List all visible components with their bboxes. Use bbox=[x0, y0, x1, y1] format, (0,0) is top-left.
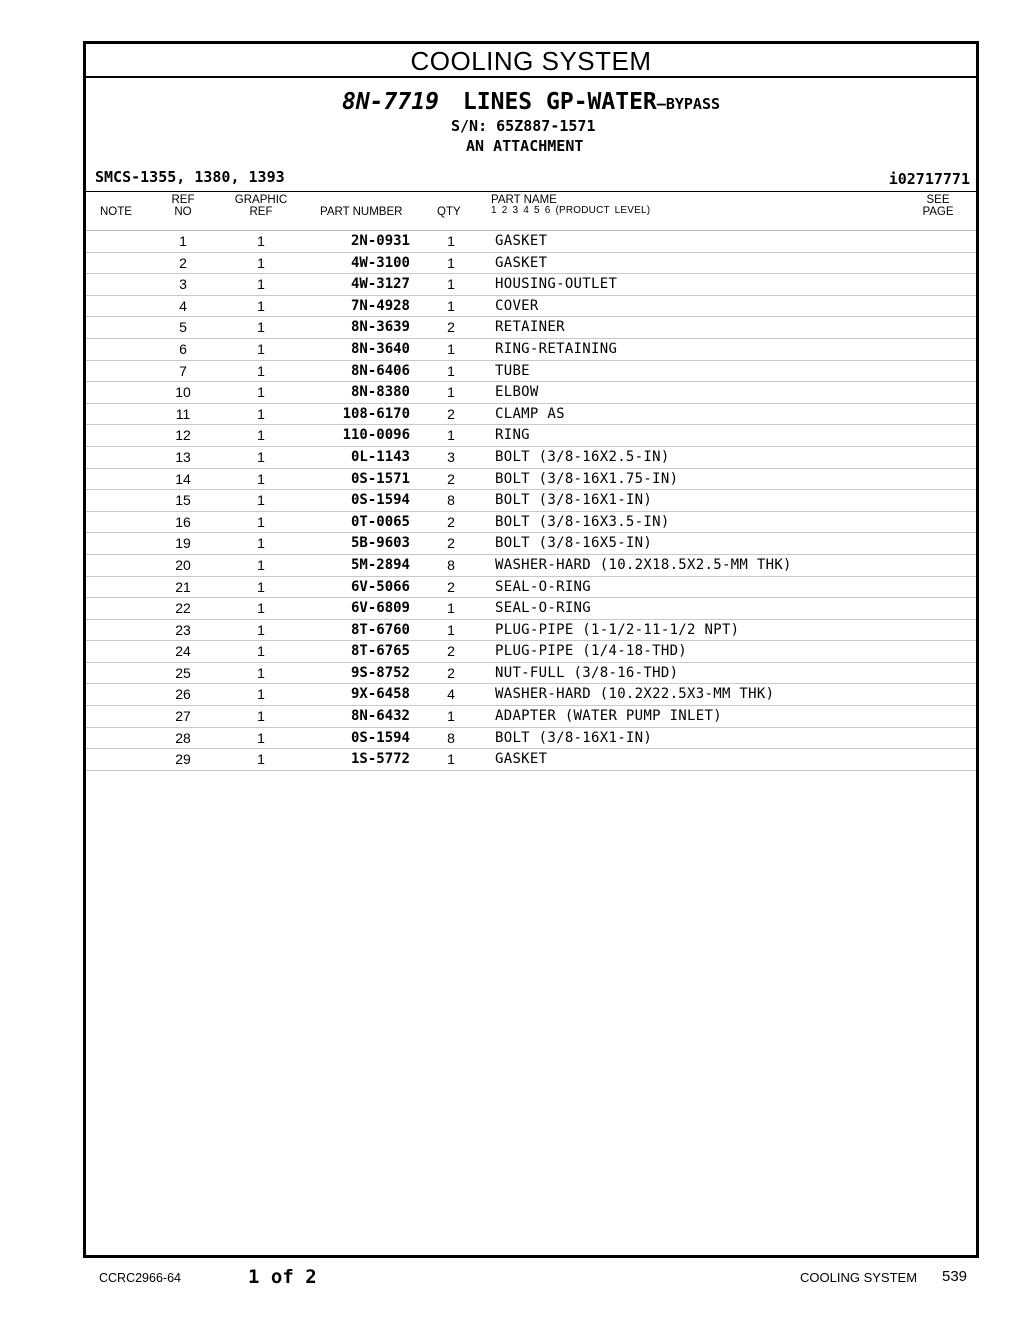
part-number: 8N-8380 bbox=[350, 384, 410, 401]
col-product-levels: 1 2 3 4 5 6 (PRODUCT LEVEL) bbox=[491, 205, 651, 216]
table-row bbox=[86, 361, 976, 383]
graphic-ref: 1 bbox=[257, 578, 265, 595]
table-row bbox=[86, 706, 976, 728]
ref-number: 23 bbox=[175, 621, 191, 638]
graphic-ref: 1 bbox=[257, 276, 265, 293]
ref-number: 16 bbox=[175, 513, 191, 530]
graphic-ref: 1 bbox=[257, 297, 265, 314]
table-row bbox=[86, 382, 976, 404]
ref-number: 21 bbox=[175, 578, 191, 595]
part-name: BOLT (3/8-16X1-IN) bbox=[495, 729, 653, 746]
part-number: 0S-1571 bbox=[350, 470, 410, 487]
quantity: 1 bbox=[447, 621, 455, 638]
footer-page-of: 1 of 2 bbox=[248, 1266, 317, 1288]
quantity: 1 bbox=[447, 751, 455, 768]
ref-number: 26 bbox=[175, 686, 191, 703]
quantity: 1 bbox=[447, 600, 455, 617]
serial-number: S/N: 65Z887-1571 bbox=[451, 117, 596, 135]
quantity: 1 bbox=[447, 362, 455, 379]
attachment-label: AN ATTACHMENT bbox=[466, 137, 584, 155]
group-title-line bbox=[86, 89, 976, 115]
part-number: 5M-2894 bbox=[350, 556, 410, 573]
quantity: 2 bbox=[447, 405, 455, 422]
quantity: 2 bbox=[447, 319, 455, 336]
table-row bbox=[86, 274, 976, 296]
graphic-ref: 1 bbox=[257, 643, 265, 660]
col-qty: QTY bbox=[437, 206, 461, 218]
part-number: 4W-3127 bbox=[350, 276, 410, 293]
ref-number: 15 bbox=[175, 492, 191, 509]
col-part-name: PART NAME bbox=[491, 194, 557, 206]
quantity: 8 bbox=[447, 556, 455, 573]
part-name: SEAL-O-RING bbox=[495, 578, 592, 595]
ref-number: 6 bbox=[179, 340, 187, 357]
quantity: 8 bbox=[447, 492, 455, 509]
graphic-ref: 1 bbox=[257, 427, 265, 444]
table-row bbox=[86, 253, 976, 275]
quantity: 1 bbox=[447, 708, 455, 725]
part-number: 5B-9603 bbox=[350, 535, 410, 552]
illustration-id: i02717771 bbox=[888, 170, 970, 188]
group-number: 8N-7719 bbox=[341, 89, 439, 115]
table-row bbox=[86, 339, 976, 361]
part-number: 6V-6809 bbox=[350, 600, 410, 617]
part-number: 7N-4928 bbox=[350, 297, 410, 314]
part-name: WASHER-HARD (10.2X22.5X3-MM THK) bbox=[495, 686, 775, 703]
quantity: 1 bbox=[447, 233, 455, 249]
graphic-ref: 1 bbox=[257, 556, 265, 573]
ref-number: 22 bbox=[175, 600, 191, 617]
part-name: NUT-FULL (3/8-16-THD) bbox=[495, 664, 679, 681]
part-number: 110-0096 bbox=[342, 427, 410, 444]
graphic-ref: 1 bbox=[257, 621, 265, 638]
table-row bbox=[86, 231, 976, 253]
part-name: BOLT (3/8-16X1.75-IN) bbox=[495, 470, 679, 487]
quantity: 1 bbox=[447, 340, 455, 357]
part-number: 0L-1143 bbox=[350, 448, 410, 465]
part-number: 4W-3100 bbox=[350, 254, 410, 271]
part-number: 9S-8752 bbox=[350, 664, 410, 681]
graphic-ref: 1 bbox=[257, 362, 265, 379]
ref-number: 12 bbox=[175, 427, 191, 444]
quantity: 1 bbox=[447, 276, 455, 293]
quantity: 1 bbox=[447, 427, 455, 444]
table-row bbox=[86, 317, 976, 339]
part-number: 8T-6765 bbox=[350, 643, 410, 660]
ref-number: 27 bbox=[175, 708, 191, 725]
part-number: 0S-1594 bbox=[350, 729, 410, 746]
part-name: HOUSING-OUTLET bbox=[495, 276, 618, 293]
col-ref-top: REF bbox=[171, 194, 195, 206]
col-part-number: PART NUMBER bbox=[320, 206, 403, 218]
graphic-ref: 1 bbox=[257, 664, 265, 681]
ref-number: 29 bbox=[175, 751, 191, 768]
part-name: GASKET bbox=[495, 751, 548, 768]
table-row bbox=[86, 533, 976, 555]
graphic-ref: 1 bbox=[257, 470, 265, 487]
ref-number: 13 bbox=[175, 448, 191, 465]
quantity: 1 bbox=[447, 384, 455, 401]
part-number: 8N-3640 bbox=[350, 340, 410, 357]
part-name: PLUG-PIPE (1-1/2-11-1/2 NPT) bbox=[495, 621, 740, 638]
table-row bbox=[86, 620, 976, 642]
table-row bbox=[86, 598, 976, 620]
part-name: TUBE bbox=[495, 362, 530, 379]
graphic-ref: 1 bbox=[257, 340, 265, 357]
graphic-ref: 1 bbox=[257, 708, 265, 725]
part-name: BOLT (3/8-16X1-IN) bbox=[495, 492, 653, 509]
table-row bbox=[86, 728, 976, 750]
graphic-ref: 1 bbox=[257, 405, 265, 422]
graphic-ref: 1 bbox=[257, 686, 265, 703]
part-number: 8N-3639 bbox=[350, 319, 410, 336]
part-number: 6V-5066 bbox=[350, 578, 410, 595]
part-name: BOLT (3/8-16X5-IN) bbox=[495, 535, 653, 552]
group-name: LINES GP-WATER bbox=[462, 89, 657, 115]
graphic-ref: 1 bbox=[257, 535, 265, 552]
col-note: NOTE bbox=[100, 206, 132, 218]
group-suffix: —BYPASS bbox=[656, 95, 721, 113]
ref-number: 1 bbox=[179, 233, 187, 249]
ref-number: 7 bbox=[179, 362, 187, 379]
part-name: SEAL-O-RING bbox=[495, 600, 592, 617]
part-name: WASHER-HARD (10.2X18.5X2.5-MM THK) bbox=[495, 556, 792, 573]
ref-number: 28 bbox=[175, 729, 191, 746]
quantity: 3 bbox=[447, 448, 455, 465]
part-number: 2N-0931 bbox=[350, 233, 410, 249]
quantity: 2 bbox=[447, 470, 455, 487]
part-name: ELBOW bbox=[495, 384, 539, 401]
table-row bbox=[86, 641, 976, 663]
table-row bbox=[86, 555, 976, 577]
quantity: 1 bbox=[447, 297, 455, 314]
ref-number: 3 bbox=[179, 276, 187, 293]
quantity: 2 bbox=[447, 664, 455, 681]
ref-number: 10 bbox=[175, 384, 191, 401]
quantity: 2 bbox=[447, 578, 455, 595]
part-name: BOLT (3/8-16X2.5-IN) bbox=[495, 448, 670, 465]
quantity: 1 bbox=[447, 254, 455, 271]
ref-number: 11 bbox=[175, 405, 191, 422]
part-number: 1S-5772 bbox=[350, 751, 410, 768]
col-see-top: SEE bbox=[926, 194, 950, 206]
part-number: 8N-6432 bbox=[350, 708, 410, 725]
part-name: RING bbox=[495, 427, 530, 444]
table-row bbox=[86, 404, 976, 426]
quantity: 8 bbox=[447, 729, 455, 746]
table-row bbox=[86, 577, 976, 599]
table-row bbox=[86, 684, 976, 706]
ref-number: 24 bbox=[175, 643, 191, 660]
graphic-ref: 1 bbox=[257, 492, 265, 509]
part-name: RETAINER bbox=[495, 319, 565, 336]
part-number: 8N-6406 bbox=[350, 362, 410, 379]
parts-table-body bbox=[86, 231, 976, 771]
ref-number: 25 bbox=[175, 664, 191, 681]
quantity: 4 bbox=[447, 686, 455, 703]
graphic-ref: 1 bbox=[257, 384, 265, 401]
graphic-ref: 1 bbox=[257, 751, 265, 768]
ref-number: 14 bbox=[175, 470, 191, 487]
table-row bbox=[86, 296, 976, 318]
ref-number: 4 bbox=[179, 297, 187, 314]
col-ref-bottom: NO bbox=[174, 206, 192, 218]
part-name: PLUG-PIPE (1/4-18-THD) bbox=[495, 643, 688, 660]
column-header bbox=[86, 191, 976, 231]
part-name: GASKET bbox=[495, 233, 548, 249]
table-row bbox=[86, 663, 976, 685]
part-number: 9X-6458 bbox=[350, 686, 410, 703]
section-title: COOLING SYSTEM bbox=[86, 44, 976, 78]
table-row bbox=[86, 425, 976, 447]
part-name: CLAMP AS bbox=[495, 405, 565, 422]
part-name: COVER bbox=[495, 297, 539, 314]
graphic-ref: 1 bbox=[257, 729, 265, 746]
footer-doc-code: CCRC2966-64 bbox=[99, 1271, 181, 1285]
graphic-ref: 1 bbox=[257, 319, 265, 336]
part-number: 0T-0065 bbox=[350, 513, 410, 530]
part-name: GASKET bbox=[495, 254, 548, 271]
quantity: 2 bbox=[447, 643, 455, 660]
footer-section: COOLING SYSTEM bbox=[800, 1270, 918, 1285]
part-name: RING-RETAINING bbox=[495, 340, 618, 357]
table-row bbox=[86, 490, 976, 512]
part-number: 8T-6760 bbox=[350, 621, 410, 638]
ref-number: 5 bbox=[179, 319, 187, 336]
quantity: 2 bbox=[447, 535, 455, 552]
parts-page-frame bbox=[83, 41, 979, 1258]
table-row bbox=[86, 749, 976, 771]
col-see-bottom: PAGE bbox=[922, 206, 954, 218]
group-header bbox=[86, 78, 976, 188]
graphic-ref: 1 bbox=[257, 513, 265, 530]
graphic-ref: 1 bbox=[257, 600, 265, 617]
part-number: 108-6170 bbox=[342, 405, 410, 422]
table-row bbox=[86, 469, 976, 491]
graphic-ref: 1 bbox=[257, 254, 265, 271]
quantity: 2 bbox=[447, 513, 455, 530]
col-graphic-top: GRAPHIC bbox=[234, 194, 288, 206]
footer-page-number: 539 bbox=[942, 1268, 968, 1285]
ref-number: 20 bbox=[175, 556, 191, 573]
table-row bbox=[86, 447, 976, 469]
table-row bbox=[86, 512, 976, 534]
part-name: BOLT (3/8-16X3.5-IN) bbox=[495, 513, 670, 530]
graphic-ref: 1 bbox=[257, 448, 265, 465]
part-name: ADAPTER (WATER PUMP INLET) bbox=[495, 708, 722, 725]
col-graphic-bottom: REF bbox=[249, 206, 273, 218]
ref-number: 2 bbox=[179, 254, 187, 271]
part-number: 0S-1594 bbox=[350, 492, 410, 509]
graphic-ref: 1 bbox=[257, 233, 265, 249]
smcs-codes: SMCS-1355, 1380, 1393 bbox=[95, 168, 285, 186]
ref-number: 19 bbox=[175, 535, 191, 552]
